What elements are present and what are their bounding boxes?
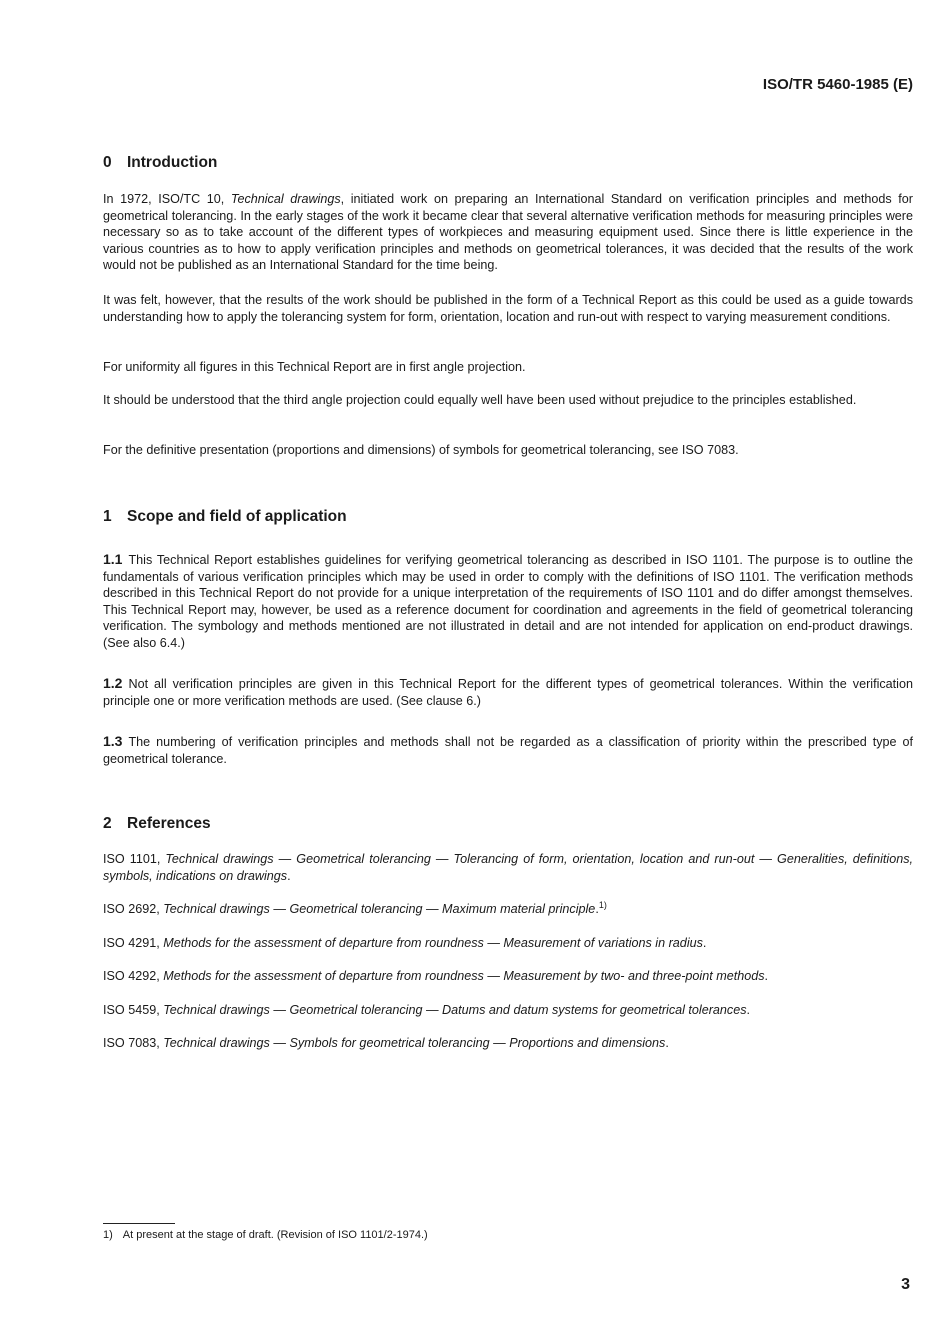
text: . bbox=[665, 1036, 669, 1050]
ref-title: Technical drawings — Geometrical tolerancing — Tolerancing of form, orientation, location and run-out — Generalities, definitions, symbols, indications on drawings bbox=[103, 852, 913, 883]
clause-1-1 bbox=[103, 551, 913, 652]
section-title: References bbox=[127, 815, 211, 832]
clause-number: 1.1 bbox=[103, 551, 123, 567]
section-title: Introduction bbox=[127, 154, 218, 171]
section-heading-introduction bbox=[103, 154, 217, 172]
section-title: Scope and field of application bbox=[127, 508, 347, 525]
italic-title: Technical drawings bbox=[230, 192, 341, 206]
text: . bbox=[287, 868, 291, 883]
intro-paragraph-2: It was felt, however, that the results of the work should be published in the form of a Technical Report as this could be used as a guide towards understanding how to apply the tolerancing system for form, orientation, location and run-out with respect to varying measurement conditions. bbox=[103, 293, 913, 324]
footnote-text: At present at the stage of draft. (Revision of ISO 1101/2-1974.) bbox=[122, 1229, 428, 1241]
intro-paragraph-3: For uniformity all figures in this Technical Report are in first angle projection. bbox=[103, 360, 526, 374]
reference-item bbox=[103, 851, 913, 884]
footnote-marker: 1) bbox=[103, 1229, 113, 1241]
footnote-marker: 1) bbox=[598, 899, 607, 910]
intro-paragraph-5: For the definitive presentation (proportions and dimensions) of symbols for geometrical tolerancing, see ISO 7083. bbox=[103, 443, 739, 457]
intro-paragraph-1 bbox=[103, 191, 913, 274]
ref-title: Technical drawings — Geometrical tolerancing — Maximum material principle bbox=[163, 902, 596, 916]
clause-1-2 bbox=[103, 675, 913, 709]
ref-code: ISO 5459, bbox=[103, 1003, 164, 1017]
ref-code: ISO 2692, bbox=[103, 902, 164, 916]
reference-item bbox=[103, 968, 913, 985]
reference-item bbox=[103, 1002, 913, 1019]
ref-code: ISO 4292, bbox=[103, 969, 164, 983]
text: , initiated work on preparing an International Standard on verification principles and methods for geometrical tolerancing. In the early stages of the work it became clear that several alternative verification methods for measuring principles were necessary so as to take account of the different types of workpieces and measuring equipment used. Since there is little experience in the various countries as to how to apply verification principles and methods on geometrical tolerances, it was decided that the results of the work would not be published as an International Standard for the time being. bbox=[103, 192, 913, 273]
footnote bbox=[103, 1229, 428, 1241]
page-number: 3 bbox=[901, 1276, 910, 1293]
text: . bbox=[595, 902, 599, 916]
section-heading-scope bbox=[103, 508, 347, 526]
section-number: 1 bbox=[103, 508, 112, 525]
reference-item bbox=[103, 1035, 913, 1052]
clause-number: 1.2 bbox=[103, 675, 123, 691]
footnote-divider bbox=[103, 1223, 175, 1224]
clause-1-3 bbox=[103, 733, 913, 767]
ref-title: Technical drawings — Symbols for geometrical tolerancing — Proportions and dimensions bbox=[163, 1036, 666, 1050]
ref-code: ISO 4291, bbox=[103, 936, 164, 950]
clause-text: The numbering of verification principles and methods shall not be regarded as a classification of priority within the prescribed type of geometrical tolerance. bbox=[103, 735, 913, 766]
text: . bbox=[764, 969, 769, 983]
ref-title: Technical drawings — Geometrical tolerancing — Datums and datum systems for geometrical tolerances bbox=[163, 1003, 747, 1017]
clause-number: 1.3 bbox=[103, 733, 123, 749]
ref-code: ISO 1101, bbox=[103, 852, 166, 866]
clause-text: This Technical Report establishes guidelines for verifying geometrical tolerancing as described in ISO 1101. The purpose is to outline the fundamentals of various verification principles which may be used in order to comply with the definitions of ISO 1101. The verification methods described in this Technical Report do not provide for a unique interpretation of the requirements of ISO 1101 and do differ amongst themselves. This Technical Report may, however, be used as a reference document for coordination and agreements in the field of geometrical tolerancing verification. The symbology and methods mentioned are not illustrated in detail and are not intended for application on end-product drawings. (See also 6.4.) bbox=[103, 553, 913, 650]
section-heading-references bbox=[103, 815, 211, 833]
intro-paragraph-4: It should be understood that the third angle projection could equally well have been used without prejudice to the principles established. bbox=[103, 393, 857, 407]
section-number: 0 bbox=[103, 154, 112, 171]
text: . bbox=[702, 936, 707, 950]
document-id-header: ISO/TR 5460-1985 (E) bbox=[762, 76, 913, 93]
text: . bbox=[746, 1003, 751, 1017]
ref-title: Methods for the assessment of departure from roundness — Measurement of variations in radius bbox=[163, 936, 703, 950]
ref-title: Methods for the assessment of departure from roundness — Measurement by two- and three-point methods bbox=[163, 969, 765, 983]
clause-text: Not all verification principles are given in this Technical Report for the different types of geometrical tolerances. Within the verification principle one or more verification methods are used. (See clause 6.) bbox=[103, 677, 913, 708]
ref-code: ISO 7083, bbox=[103, 1036, 164, 1050]
section-number: 2 bbox=[103, 815, 112, 832]
reference-item bbox=[103, 901, 913, 918]
text: In 1972, ISO/TC 10, bbox=[103, 192, 231, 206]
reference-item bbox=[103, 935, 913, 952]
